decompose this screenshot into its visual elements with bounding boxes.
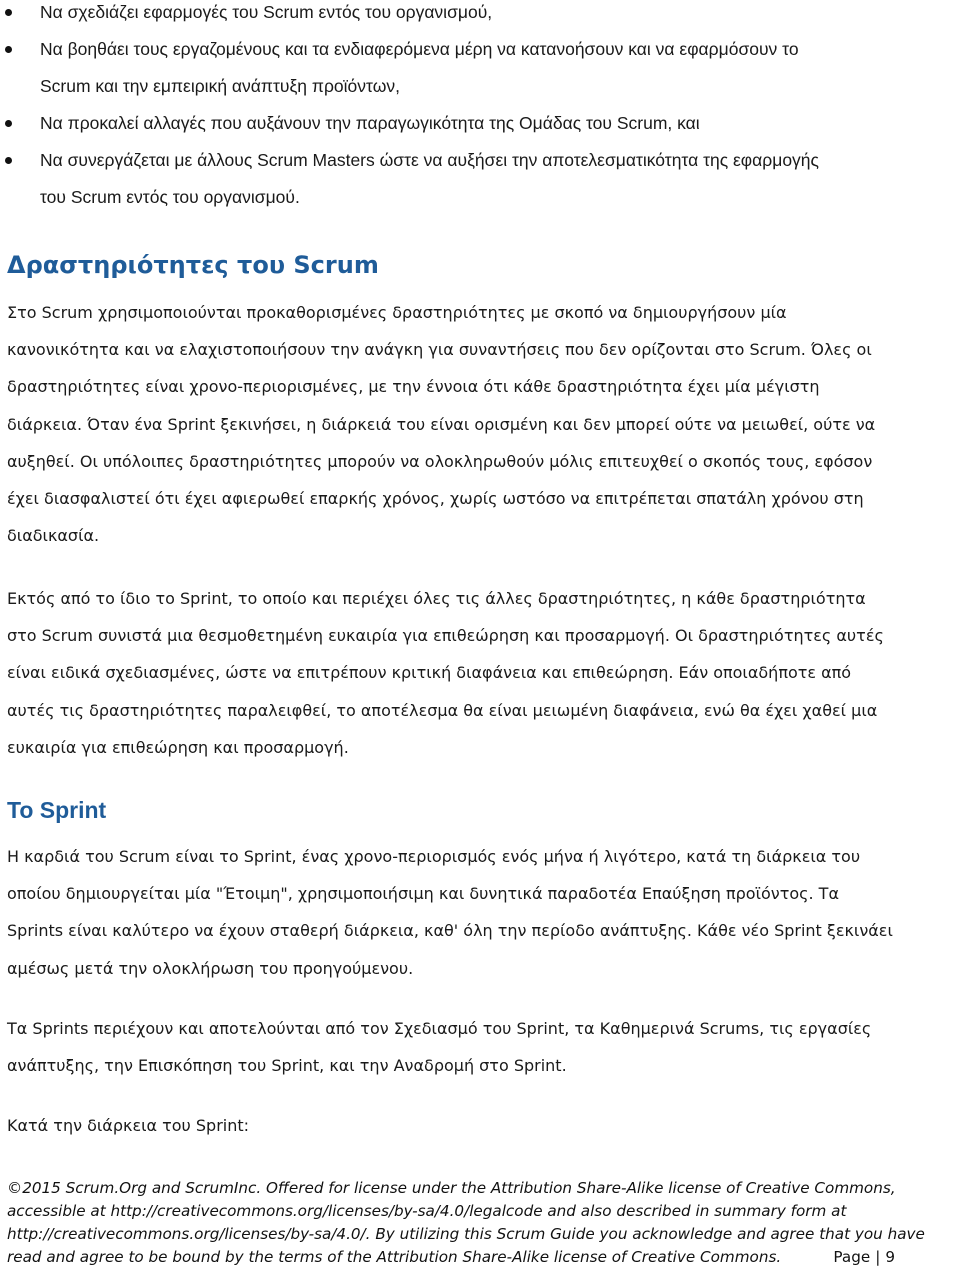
license-text: ©2015 Scrum.Org and ScrumInc. Offered for license under the Attribution Share-Alike license of Creative Commons, accessible at http://creativecommons.org/licenses/by-sa/4.0/legalcode and also described in summary form at http://creativecommons.org/licenses/by-sa/4.0/. By utilizing this Scrum Guide you acknowledge and agree that you have read and agree to be bound by the terms of the Attribution Share-Alike license of Creative Commons. [7,1179,925,1266]
paragraph: Τα Sprints περιέχουν και αποτελούνται από τον Σχεδιασμό του Sprint, τα Καθημερινά Scrums, τις εργασίες ανάπτυξης, την Επισκόπηση του Sprint, και την Αναδρομή στο Sprint. [7,1019,872,1076]
paragraph: Κατά την διάρκεια του Sprint: [7,1116,250,1135]
list-item [0,0,960,31]
bullet-list [0,0,960,216]
bullet-icon [5,157,12,164]
paragraph: Εκτός από το ίδιο το Sprint, το οποίο και περιέχει όλες τις άλλες δραστηριότητες, η κάθε δραστηριότητα στο Scrum συνιστά μια θεσμοθετημένη ευκαιρία για επιθεώρηση και προσαρμογή. Οι δραστηριότητες αυτές είναι ειδικά σχεδιασμένες, ώστε να επιτρέπουν κριτική διαφάνεια και επιθεώρηση. Εάν οποιαδήποτε από αυτές τις δραστηριότητες παραλειφθεί, το αποτέλεσμα θα είναι μειωμένη διαφάνεια, ενώ θα έχει χαθεί μια ευκαιρία για επιθεώρηση και προσαρμογή. [7,589,884,757]
page-label: Page [833,1248,871,1266]
page-footer [7,1177,957,1269]
paragraph: Στο Scrum χρησιμοποιούνται προκαθορισμένες δραστηριότητες με σκοπό να δημιουργήσουν μία κανονικότητα και να ελαχιστοποιήσουν την ανάγκη για συναντήσεις που δεν ορίζονται στο Scrum. Όλες οι δραστηριότητες είναι χρονο-περιορισμένες, με την έννοια ότι κάθε δραστηριότητα έχει μία μέγιστη διάρκεια. Όταν ένα Sprint ξεκινήσει, η διάρκειά του είναι ορισμένη και δεν μπορεί ούτε να μειωθεί, ούτε να αυξηθεί. Οι υπόλοιπες δραστηριότητες μπορούν να ολοκληρωθούν μόλις επιτευχθεί ο σκοπός τους, εφόσον έχει διασφαλιστεί ότι έχει αφιερωθεί επαρκής χρόνος, χωρίς ωστόσο να επιτρέπεται σπατάλη χρόνου στη διαδικασία. [7,303,876,546]
section-heading-activities: Δραστηριότητες του Scrum [7,251,379,279]
bullet-icon [5,9,12,16]
list-item [0,31,960,105]
list-item-text: Να συνεργάζεται με άλλους Scrum Masters ώστε να αυξήσει την αποτελεσματικότητα της εφαρμογής του Scrum εντός του οργανισμού. [40,150,819,207]
page-number [833,1246,895,1269]
bullet-icon [5,46,12,53]
page-number-value: 9 [885,1248,895,1266]
list-item [0,105,960,142]
bullet-icon [5,120,12,127]
paragraph: Η καρδιά του Scrum είναι το Sprint, ένας χρονο-περιορισμός ενός μήνα ή λιγότερο, κατά τη διάρκεια του οποίου δημιουργείται μία "Έτοιμη", χρησιμοποιήσιμη και δυνητικά παραδοτέα Επαύξηση προϊόντος. Τα Sprints είναι καλύτερο να έχουν σταθερή διάρκεια, καθ' όλη την περίοδο ανάπτυξης. Κάθε νέο Sprint ξεκινάει αμέσως μετά την ολοκλήρωση του προηγούμενου. [7,847,893,978]
section-heading-sprint: Το Sprint [7,797,107,823]
list-item-text: Να προκαλεί αλλαγές που αυξάνουν την παραγωγικότητα της Ομάδας του Scrum, και [40,113,700,133]
list-item [0,142,960,216]
list-item-text: Να βοηθάει τους εργαζομένους και τα ενδιαφερόμενα μέρη να κατανοήσουν και να εφαρμόσουν το Scrum και την εμπειρική ανάπτυξη προϊόντων, [40,39,799,96]
page-separator: | [875,1248,881,1266]
list-item-text: Να σχεδιάζει εφαρμογές του Scrum εντός του οργανισμού, [40,2,493,22]
